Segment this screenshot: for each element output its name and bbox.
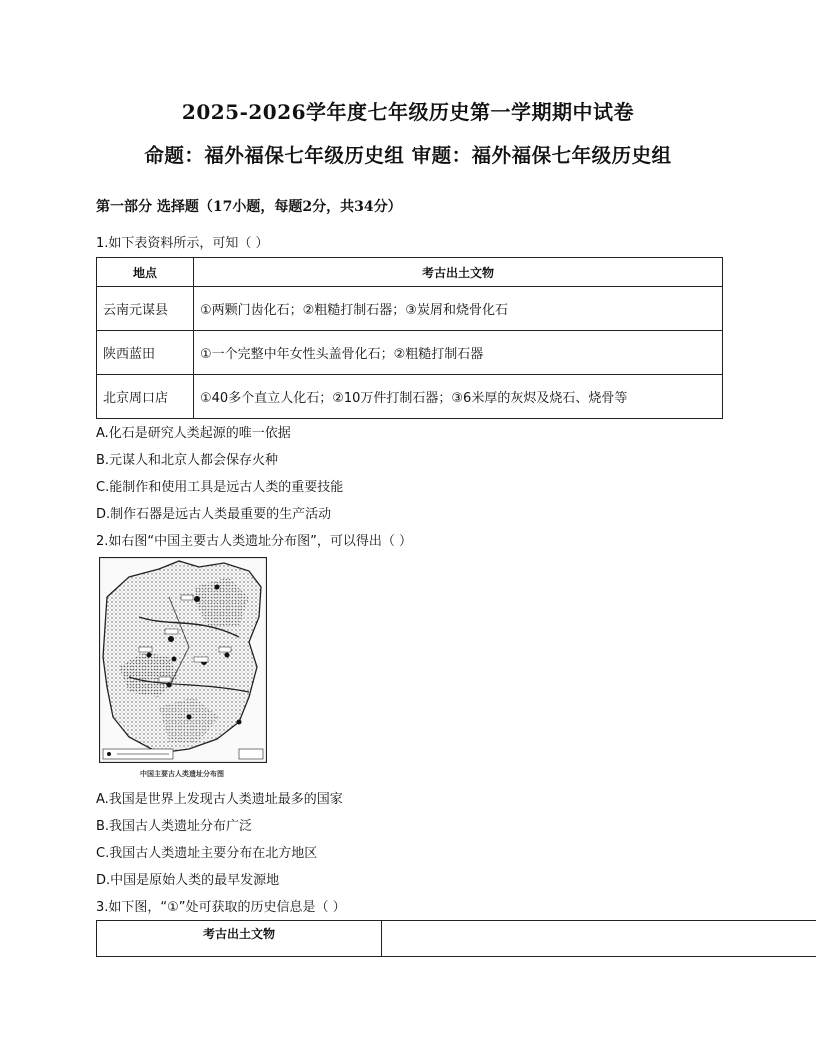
table-header-row [97,921,816,957]
table-cell-place: 云南元谋县 [97,287,194,331]
table-header-empty [382,921,816,957]
table-cell-items: ①两颗门齿化石；②粗糙打制石器；③炭屑和烧骨化石 [194,287,723,331]
table-cell-items: ①一个完整中年女性头盖骨化石；②粗糙打制石器 [194,331,723,375]
question-1-stem: 1.如下表资料所示，可知（ ） [96,236,269,251]
table-row [97,287,723,331]
table-cell-place: 北京周口店 [97,375,194,419]
q3-table [96,920,816,957]
table-row [97,331,723,375]
map-caption: 中国主要古人类遗址分布图 [140,770,224,778]
question-3-stem: 3.如下图，“①”处可获取的历史信息是（ ） [96,900,346,915]
exam-title: 2025-2026学年度七年级历史第一学期期中试卷 [181,100,635,124]
table-header-items: 考古出土文物 [194,258,723,287]
question-2-stem: 2.如右图“中国主要古人类遗址分布图”，可以得出（ ） [96,534,413,549]
table-cell-place: 陕西蓝田 [97,331,194,375]
exam-subtitle: 命题：福外福保七年级历史组 审题：福外福保七年级历史组 [144,144,672,167]
q2-option-d: D.中国是原始人类的最早发源地 [96,873,280,888]
section-heading: 第一部分 选择题（17小题，每题2分，共34分） [96,199,402,215]
table-cell-items: ①40多个直立人化石；②10万件打制石器；③6米厚的灰烬及烧石、烧骨等 [194,375,723,419]
china-ancient-sites-map [99,557,267,763]
q1-option-b: B.元谋人和北京人都会保存火种 [96,453,279,468]
q1-table [96,257,723,419]
q1-option-c: C.能制作和使用工具是远古人类的重要技能 [96,480,344,495]
table-header-items: 考古出土文物 [97,921,382,957]
table-header-place: 地点 [97,258,194,287]
table-header-row [97,258,723,287]
q2-option-c: C.我国古人类遗址主要分布在北方地区 [96,846,318,861]
q2-option-b: B.我国古人类遗址分布广泛 [96,819,253,834]
q2-option-a: A.我国是世界上发现古人类遗址最多的国家 [96,792,343,807]
table-row [97,375,723,419]
q1-option-d: D.制作石器是远古人类最重要的生产活动 [96,507,332,522]
q1-option-a: A.化石是研究人类起源的唯一依据 [96,426,291,441]
